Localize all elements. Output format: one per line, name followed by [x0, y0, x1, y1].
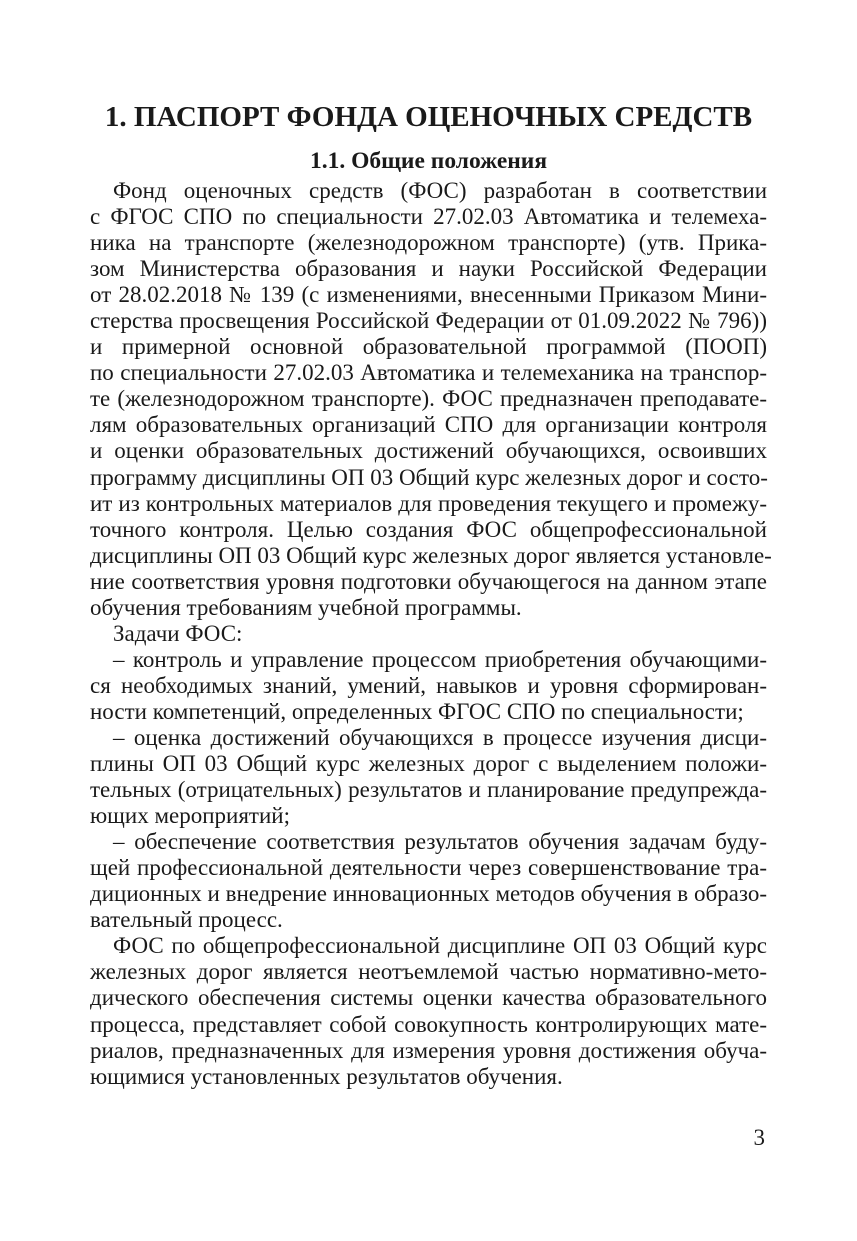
text-line: лям образовательных организаций СПО для организации контроля	[90, 412, 767, 438]
text-line: дисциплины ОП 03 Общий курс железных дорог является установле-	[90, 542, 772, 568]
text-line: ние соответствия уровня подготовки обучающегося на данном этапе	[90, 568, 767, 594]
text-line: ющимися установленных результатов обучения.	[90, 1063, 563, 1089]
text-line: обучения требованиям учебной программы.	[90, 594, 522, 620]
list-item-line: – оценка достижений обучающихся в процессе изучения дисци-	[113, 724, 767, 750]
list-item-line: диционных и внедрение инновационных методов обучения в образо-	[90, 881, 767, 907]
page-number: 3	[753, 1125, 765, 1150]
list-item-line: тельных (отрицательных) результатов и планирование предупрежда-	[90, 777, 767, 803]
text-line: железных дорог является неотъемлемой частью нормативно-мето-	[90, 959, 767, 985]
text-line: ника на транспорте (железнодорожном транспорте) (утв. Прика-	[90, 230, 767, 256]
list-item-line: плины ОП 03 Общий курс железных дорог с выделением положи-	[90, 751, 767, 777]
list-item-line: ности компетенций, определенных ФГОС СПО по специальности;	[90, 698, 744, 724]
page-title: 1. ПАСПОРТ ФОНДА ОЦЕНОЧНЫХ СРЕДСТВ	[104, 101, 753, 133]
text-line: риалов, предназначенных для измерения уровня достижения обуча-	[90, 1037, 767, 1063]
text-line: ит из контрольных материалов для проведения текущего и промежу-	[90, 490, 767, 516]
text-line: Фонд оценочных средств (ФОС) разработан в соответствии	[113, 178, 767, 203]
text-line: и оценки образовательных достижений обучающихся, освоивших	[90, 438, 767, 464]
text-line: процесса, представляет собой совокупность контролирующих мате-	[90, 1011, 767, 1037]
list-item-line: – контроль и управление процессом приобретения обучающими-	[113, 646, 767, 672]
list-item-line: – обеспечение соответствия результатов обучения задачам буду-	[113, 829, 767, 855]
list-item-line: вательный процесс.	[90, 907, 283, 933]
text-line: с ФГОС СПО по специальности 27.02.03 Автоматика и телемеха-	[90, 204, 767, 230]
text-line: по специальности 27.02.03 Автоматика и телемеханика на транспор-	[90, 360, 767, 386]
list-item-line: щей профессиональной деятельности через совершенствование тра-	[90, 855, 767, 881]
body-text	[90, 178, 772, 1090]
text-line: точного контроля. Целью создания ФОС общепрофессиональной	[90, 516, 767, 542]
list-item-line: ющих мероприятий;	[90, 803, 290, 829]
text-line: Задачи ФОС:	[113, 620, 243, 646]
text-line: стерства просвещения Российской Федерации от 01.09.2022 № 796))	[90, 308, 767, 334]
text-line: и примерной основной образовательной программой (ПООП)	[90, 334, 767, 360]
text-line: ФОС по общепрофессиональной дисциплине ОП 03 Общий курс	[113, 933, 767, 959]
text-line: те (железнодорожном транспорте). ФОС предназначен преподавате-	[90, 386, 767, 412]
text-line: программу дисциплины ОП 03 Общий курс железных дорог и состо-	[90, 464, 768, 490]
list-item-line: ся необходимых знаний, умений, навыков и уровня сформирован-	[90, 672, 767, 698]
text-line: от 28.02.2018 № 139 (с изменениями, внесенными Приказом Мини-	[90, 282, 767, 308]
section-subtitle: 1.1. Общие положения	[309, 148, 548, 174]
text-line: дического обеспечения системы оценки качества образовательного	[90, 985, 767, 1011]
text-line: зом Министерства образования и науки Российской Федерации	[90, 256, 767, 282]
